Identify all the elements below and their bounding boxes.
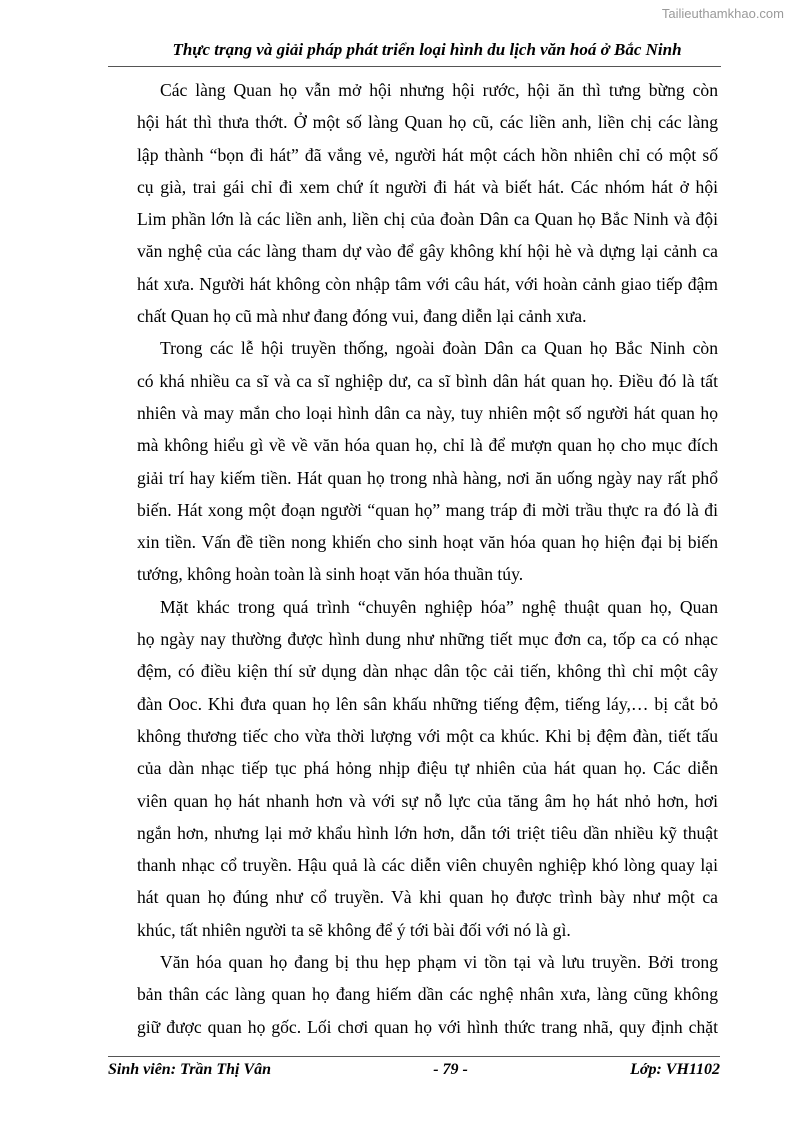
paragraph [137, 332, 718, 590]
text-line: Các làng Quan họ vẫn mở hội nhưng hội rước, hội ăn thì tưng bừng còn [160, 80, 718, 100]
paragraph [137, 591, 718, 946]
text-line: giải trí hay kiếm tiền. Hát quan họ trong nhà hàng, nơi ăn uống ngày nay rất phổ [137, 467, 718, 488]
text-line: hát xưa. Người hát không còn nhập tâm với câu hát, với hoàn cảnh giao tiếp đậm [137, 273, 718, 294]
text-line: tướng, không hoàn toàn là sinh hoạt văn hóa thuần túy. [137, 564, 524, 585]
text-line: có khá nhiều ca sĩ và ca sĩ nghiệp dư, ca sĩ bình dân hát quan họ. Điều đó là tất [137, 370, 718, 391]
header-divider [108, 66, 721, 67]
page-header-title: Thực trạng và giải pháp phát triển loại hình du lịch văn hoá ở Bắc Ninh [172, 40, 682, 59]
text-line: xin tiền. Vấn đề tiền nong khiến cho sinh hoạt văn hóa quan họ hiện đại bị biến [137, 532, 718, 553]
footer-page-number: - 79 - [433, 1061, 468, 1078]
text-line: thanh nhạc cổ truyền. Hậu quả là các diễn viên chuyên nghiệp khó lòng quay lại [137, 855, 718, 876]
text-line: biến. Hát xong một đoạn người “quan họ” mang tráp đi mời trầu thực ra đó là đi [137, 499, 718, 520]
text-line: mà không hiểu gì về về văn hóa quan họ, chỉ là để mượn quan họ cho mục đích [137, 435, 718, 456]
text-line: hát quan họ đúng như cổ truyền. Và khi quan họ được trình bày như một ca [137, 887, 718, 908]
page-footer [108, 1061, 720, 1079]
text-line: khúc, tất nhiên người ta sẽ không để ý tới bài đối với nó là gì. [137, 919, 571, 940]
text-line: lập thành “bọn đi hát” đã vắng vẻ, người hát một cách hồn nhiên chỉ có một số [137, 144, 718, 165]
text-line: ngắn hơn, nhưng lại mở khẩu hình lớn hơn, dẫn tới triệt tiêu dần nhiều kỹ thuật [137, 822, 718, 843]
text-line: viên quan họ hát nhanh hơn và với sự nỗ lực của tăng âm họ hát nhỏ hơn, hơi [137, 790, 718, 811]
text-line: Lim phần lớn là các liền anh, liền chị của đoàn Dân ca Quan họ Bắc Ninh và đội [137, 209, 718, 230]
text-line: cụ già, trai gái chỉ đi xem chứ ít người đi hát và biết hát. Các nhóm hát ở hội [137, 176, 718, 197]
paragraph [137, 74, 718, 332]
text-line: giữ được quan họ gốc. Lối chơi quan họ với hình thức trang nhã, quy định chặt [137, 1016, 718, 1037]
text-line: bản thân các làng quan họ đang hiếm dần các nghệ nhân xưa, làng cũng không [137, 984, 718, 1005]
footer-class: Lớp: VH1102 [630, 1061, 720, 1078]
text-line: văn nghệ của các làng tham dự vào để gây không khí hội hè và dựng lại cảnh ca [137, 241, 718, 262]
text-line: không thương tiếc cho vừa thời lượng với một ca khúc. Khi bị đệm đàn, tiết tấu [137, 725, 718, 746]
text-line: đàn Ooc. Khi đưa quan họ lên sân khấu những tiếng đệm, tiếng láy,… bị cắt bỏ [137, 693, 718, 714]
footer-divider [108, 1056, 720, 1057]
text-line: họ ngày nay thường được hình dung như những tiết mục đơn ca, tốp ca có nhạc [137, 629, 718, 650]
text-line: Mặt khác trong quá trình “chuyên nghiệp hóa” nghệ thuật quan họ, Quan [160, 596, 718, 617]
document-body [137, 74, 718, 1043]
text-line: đệm, có điều kiện thí sử dụng dàn nhạc dân tộc cải tiến, không thì chỉ một cây [137, 661, 718, 682]
text-line: Trong các lễ hội truyền thống, ngoài đoàn Dân ca Quan họ Bắc Ninh còn [160, 338, 718, 359]
text-line: chất Quan họ cũ mà như đang đóng vui, đang diễn lại cảnh xưa. [137, 306, 587, 327]
text-line: hội hát thì thưa thớt. Ở một số làng Quan họ cũ, các liền anh, liền chị các làng [137, 112, 718, 133]
text-line: Văn hóa quan họ đang bị thu hẹp phạm vi tồn tại và lưu truyền. Bởi trong [160, 952, 718, 973]
paragraph [137, 946, 718, 1043]
footer-student: Sinh viên: Trần Thị Vân [108, 1061, 272, 1078]
text-line: của dàn nhạc tiếp tục phá hỏng nhịp điệu tự nhiên của hát quan họ. Các diễn [137, 758, 718, 779]
watermark: Tailieuthamkhao.com [661, 6, 784, 21]
text-line: nhiên và may mắn cho loại hình dân ca này, tuy nhiên một số người hát quan họ [137, 402, 718, 423]
